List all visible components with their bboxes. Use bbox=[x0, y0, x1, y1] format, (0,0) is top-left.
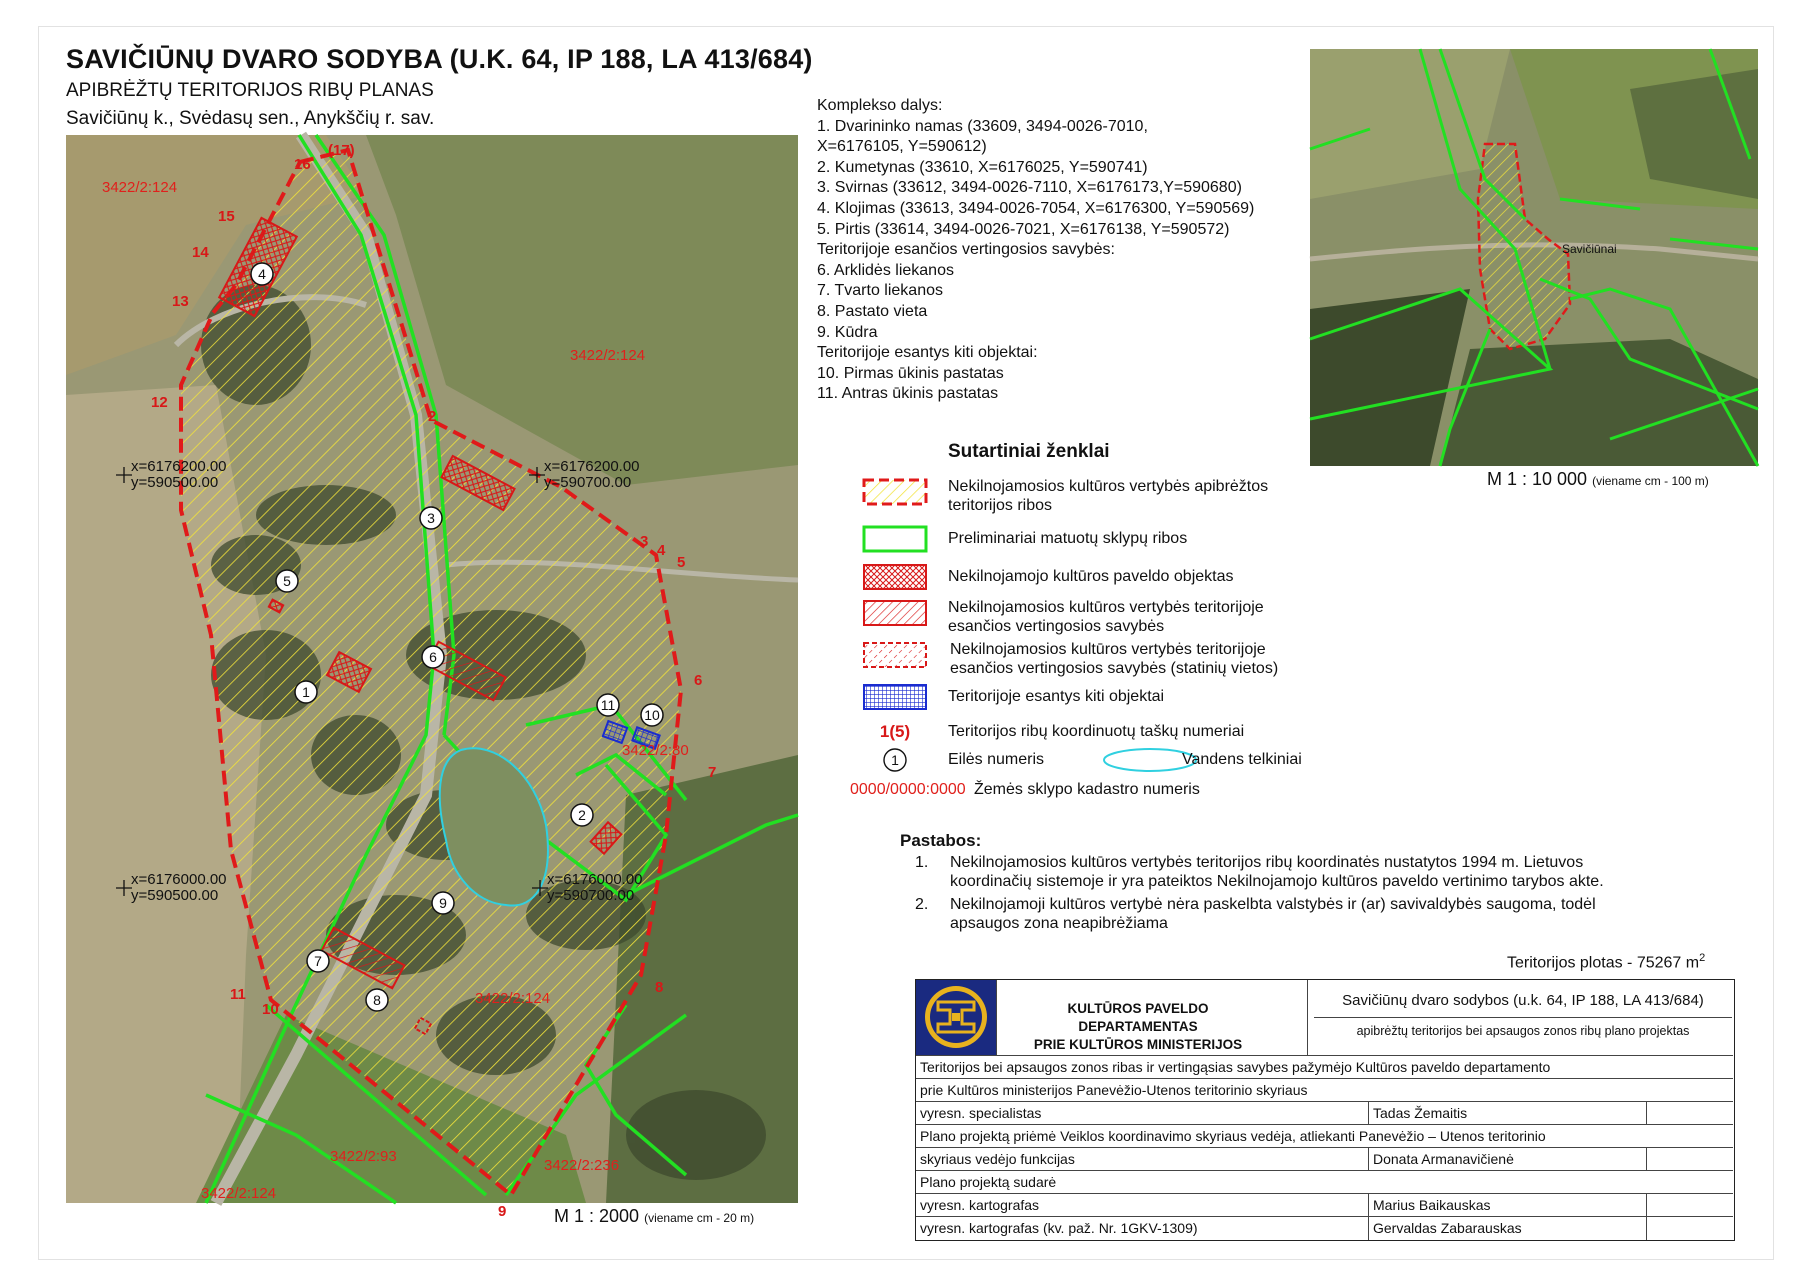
legend-symbol bbox=[862, 562, 928, 592]
inset-scale-note: (viename cm - 100 m) bbox=[1592, 474, 1709, 488]
row-right-text: Marius Baikauskas bbox=[1373, 1197, 1491, 1213]
legend-text: Teritorijos ribų koordinuotų taškų numeriai bbox=[948, 723, 1245, 740]
divider bbox=[1368, 1217, 1369, 1240]
legend-text: Teritorijoje esantys kiti objektai bbox=[948, 688, 1165, 705]
point-label: 12 bbox=[151, 394, 168, 411]
ministry-logo bbox=[916, 980, 997, 1055]
title-block bbox=[915, 979, 1735, 1241]
point-label: 14 bbox=[192, 244, 209, 261]
area-label: Teritorijos plotas - 75267 m bbox=[1507, 954, 1700, 972]
coord-x: x=6176000.00 bbox=[547, 871, 643, 888]
legend-text bbox=[950, 640, 1278, 678]
note-1-text bbox=[950, 853, 1604, 891]
point-label: 11 bbox=[230, 986, 246, 1003]
row-left-text: vyresn. kartografas bbox=[920, 1197, 1040, 1213]
object-number: 9 bbox=[439, 895, 447, 911]
complex-item: 8. Pastato vieta bbox=[817, 302, 928, 320]
complex-item: 4. Klojimas (33613, 3494-0026-7054, X=6176300, Y=590569) bbox=[817, 199, 1255, 217]
complex-item: 9. Kūdra bbox=[817, 323, 878, 341]
object-number: 1 bbox=[302, 684, 310, 700]
legend-text bbox=[948, 598, 1264, 636]
logo-emblem-icon bbox=[916, 980, 996, 1055]
legend-text-line: esančios vertingosios savybės bbox=[948, 618, 1165, 635]
object-number: 7 bbox=[314, 953, 322, 969]
coord-y: y=590700.00 bbox=[547, 887, 635, 904]
point-label: (17) bbox=[328, 142, 355, 159]
legend-text: Eilės numeris bbox=[948, 751, 1045, 768]
legend-point-symbol: 1(5) bbox=[879, 722, 911, 741]
complex-item: 2. Kumetynas (33610, X=6176025, Y=590741) bbox=[817, 158, 1148, 176]
legend-text: Žemės sklypo kadastro numeris bbox=[974, 781, 1200, 798]
legend-cadastre-symbol: 0000/0000:0000 bbox=[850, 781, 966, 798]
note-line: Nekilnojamosios kultūros vertybės teritorijos ribų koordinatės nustatytos 1994 m. Lietuvos bbox=[950, 854, 1584, 871]
object-number: 3 bbox=[427, 510, 435, 526]
main-scale-value: M 1 : 2000 bbox=[554, 1206, 640, 1226]
legend-symbol bbox=[862, 598, 928, 628]
divider bbox=[1307, 980, 1308, 1055]
org-name-line: KULTŪROS PAVELDO DEPARTAMENTAS bbox=[1067, 1001, 1209, 1034]
object-number: 10 bbox=[644, 707, 660, 723]
legend-text-line: esančios vertingosios savybės (statinių vietos) bbox=[950, 660, 1279, 677]
complex-item: 3. Svirnas (33612, 3494-0026-7110, X=6176173,Y=590680) bbox=[817, 179, 1242, 197]
title-block-row bbox=[916, 1147, 1733, 1171]
point-label: 4 bbox=[657, 542, 666, 559]
coord-y: y=590700.00 bbox=[544, 474, 632, 491]
object-number: 5 bbox=[283, 573, 291, 589]
main-scale-note: (viename cm - 20 m) bbox=[644, 1211, 755, 1225]
point-label: 9 bbox=[498, 1203, 507, 1220]
complex-item: 10. Pirmas ūkinis pastatas bbox=[817, 364, 1004, 382]
object-number: 11 bbox=[600, 697, 616, 713]
legend-text-line: Nekilnojamosios kultūros vertybės apibrėžtos bbox=[948, 478, 1269, 495]
document-title: Savičiūnų dvaro sodybos (u.k. 64, IP 188, LA 413/684) bbox=[1342, 992, 1704, 1009]
coord-x: x=6176200.00 bbox=[131, 458, 227, 475]
inset-map[interactable] bbox=[1310, 49, 1758, 466]
point-label: 2 bbox=[428, 408, 437, 425]
cadastre-label: 3422/2:124 bbox=[570, 347, 646, 364]
cadastre-label: 3422/2:93 bbox=[330, 1148, 397, 1165]
object-number: 8 bbox=[373, 992, 381, 1008]
legend-water-label: Vandens telkiniai bbox=[1182, 751, 1302, 768]
legend-symbol bbox=[862, 524, 928, 554]
page-title: SAVIČIŪNŲ DVARO SODYBA (U.K. 64, IP 188, LA 413/684) bbox=[66, 44, 813, 74]
page-subtitle: APIBRĖŽTŲ TERITORIJOS RIBŲ PLANAS bbox=[66, 80, 434, 101]
org-name bbox=[1008, 1000, 1268, 1054]
complex-heading: Teritorijoje esantys kiti objektai: bbox=[817, 344, 1038, 362]
cadastre-label: 3422/2:124 bbox=[475, 990, 551, 1007]
object-number: 2 bbox=[578, 807, 586, 823]
inset-forest-south bbox=[1440, 339, 1758, 466]
cadastre-label: 3422/2:124 bbox=[102, 179, 178, 196]
row-left-text: Teritorijos bei apsaugos zonos ribas ir vertingąsias savybes pažymėjo Kultūros paveldo departamento bbox=[920, 1059, 1551, 1075]
object-number: 6 bbox=[429, 649, 437, 665]
cadastre-label: 3422/2:124 bbox=[201, 1185, 277, 1202]
note-line: koordinačių sistemoje ir yra pateiktos Nekilnojamojo kultūros paveldo vertinimo tarybos akte. bbox=[950, 873, 1604, 890]
coord-x: x=6176200.00 bbox=[544, 458, 640, 475]
inset-map-canvas bbox=[1310, 49, 1758, 466]
legend-text-line: teritorijos ribos bbox=[948, 497, 1053, 514]
legend-symbol bbox=[862, 477, 928, 507]
title-block-row bbox=[916, 1078, 1733, 1102]
cadastre-label: 3422/2:236 bbox=[544, 1157, 620, 1174]
complex-item: 11. Antras ūkinis pastatas bbox=[817, 385, 999, 403]
inset-map-scale bbox=[1487, 469, 1709, 490]
legend-text: Nekilnojamojo kultūros paveldo objektas bbox=[948, 568, 1234, 585]
complex-item: 6. Arklidės liekanos bbox=[817, 261, 954, 279]
legend-text: Preliminariai matuotų sklypų ribos bbox=[948, 530, 1188, 547]
legend-title: Sutartiniai ženklai bbox=[948, 441, 1110, 462]
title-block-row bbox=[916, 1124, 1733, 1148]
complex-heading: Komplekso dalys: bbox=[817, 97, 943, 114]
inset-scale-value: M 1 : 10 000 bbox=[1487, 469, 1588, 489]
territory-area bbox=[1507, 952, 1705, 972]
coord-y: y=590500.00 bbox=[131, 887, 219, 904]
complex-item: 7. Tvarto liekanos bbox=[817, 282, 943, 300]
org-name-line: PRIE KULTŪROS MINISTERIJOS bbox=[1033, 1037, 1243, 1052]
row-left-text: Plano projektą sudarė bbox=[920, 1174, 1057, 1190]
divider bbox=[1314, 1017, 1732, 1018]
complex-heading: Teritorijoje esančios vertingosios savybės: bbox=[817, 241, 1115, 259]
row-right-text: Tadas Žemaitis bbox=[1373, 1105, 1468, 1121]
point-label: 7 bbox=[708, 764, 717, 781]
note-line: apsaugos zona neapibrėžiama bbox=[950, 915, 1168, 932]
note-line: Nekilnojamoji kultūros vertybė nėra paskelbta valstybės ir (ar) savivaldybės saugoma, todėl bbox=[950, 896, 1596, 913]
divider bbox=[1368, 1102, 1369, 1125]
point-label: 3 bbox=[640, 533, 649, 550]
row-right-text: Gervaldas Zabarauskas bbox=[1373, 1220, 1522, 1236]
divider bbox=[1368, 1148, 1369, 1171]
divider bbox=[1646, 1102, 1647, 1125]
legend-circle-number: 1 bbox=[891, 752, 899, 768]
divider bbox=[1368, 1194, 1369, 1217]
object-number: 4 bbox=[258, 266, 266, 282]
document-subtitle: apibrėžtų teritorijos bei apsaugos zonos ribų plano projektas bbox=[1356, 1024, 1690, 1038]
legend-symbol bbox=[862, 745, 928, 775]
note-1-number: 1. bbox=[915, 854, 929, 871]
coord-y: y=590500.00 bbox=[131, 474, 219, 491]
complex-item: 1. Dvarininko namas (33609, 3494-0026-7010, bbox=[817, 117, 1148, 135]
title-block-row bbox=[916, 1101, 1733, 1125]
row-right-text: Donata Armanavičienė bbox=[1373, 1151, 1514, 1167]
notes-title: Pastabos: bbox=[900, 831, 982, 850]
title-block-row bbox=[916, 1170, 1733, 1194]
main-map-scale bbox=[554, 1206, 754, 1227]
area-unit-sup: 2 bbox=[1699, 952, 1706, 964]
title-block-row bbox=[916, 1055, 1733, 1079]
row-left-text: prie Kultūros ministerijos Panevėžio-Utenos teritorinio skyriaus bbox=[920, 1082, 1308, 1098]
legend-text-line: Nekilnojamosios kultūros vertybės teritorijoje bbox=[950, 641, 1266, 658]
location-text: Savičiūnų k., Svėdasų sen., Anykščių r. sav. bbox=[66, 108, 435, 129]
row-left-text: vyresn. specialistas bbox=[920, 1105, 1042, 1121]
point-label: 15 bbox=[218, 208, 235, 225]
point-label: 6 bbox=[694, 672, 703, 689]
divider bbox=[1646, 1148, 1647, 1171]
point-label: 8 bbox=[655, 979, 664, 996]
point-label: 16 bbox=[294, 156, 311, 173]
legend-text-line: Nekilnojamosios kultūros vertybės teritorijoje bbox=[948, 599, 1264, 616]
row-left-text: Plano projektą priėmė Veiklos koordinavimo skyriaus vedėja, atliekanti Panevėžio – Utenos teritorinio bbox=[920, 1128, 1546, 1144]
legend-symbol bbox=[862, 640, 928, 670]
cadastre-label: 3422/2:80 bbox=[622, 742, 689, 759]
divider bbox=[1646, 1194, 1647, 1217]
divider bbox=[1646, 1217, 1647, 1240]
legend-text bbox=[948, 477, 1268, 515]
point-label: 10 bbox=[262, 1001, 279, 1018]
coord-x: x=6176000.00 bbox=[131, 871, 227, 888]
complex-item: 5. Pirtis (33614, 3494-0026-7021, X=6176138, Y=590572) bbox=[817, 220, 1230, 238]
inset-village-label: Savičiūnai bbox=[1562, 242, 1617, 256]
legend-symbol bbox=[862, 682, 928, 712]
point-label: 5 bbox=[677, 554, 686, 571]
complex-item: X=6176105, Y=590612) bbox=[817, 138, 987, 156]
title-block-row bbox=[916, 1193, 1733, 1217]
point-label: 13 bbox=[172, 293, 189, 310]
title-block-row bbox=[916, 1216, 1733, 1240]
row-left-text: skyriaus vedėjo funkcijas bbox=[920, 1151, 1075, 1167]
row-left-text: vyresn. kartografas (kv. paž. Nr. 1GKV-1309) bbox=[920, 1220, 1198, 1236]
note-2-text bbox=[950, 895, 1596, 933]
complex-parts-list bbox=[817, 96, 1254, 405]
note-2-number: 2. bbox=[915, 896, 929, 913]
